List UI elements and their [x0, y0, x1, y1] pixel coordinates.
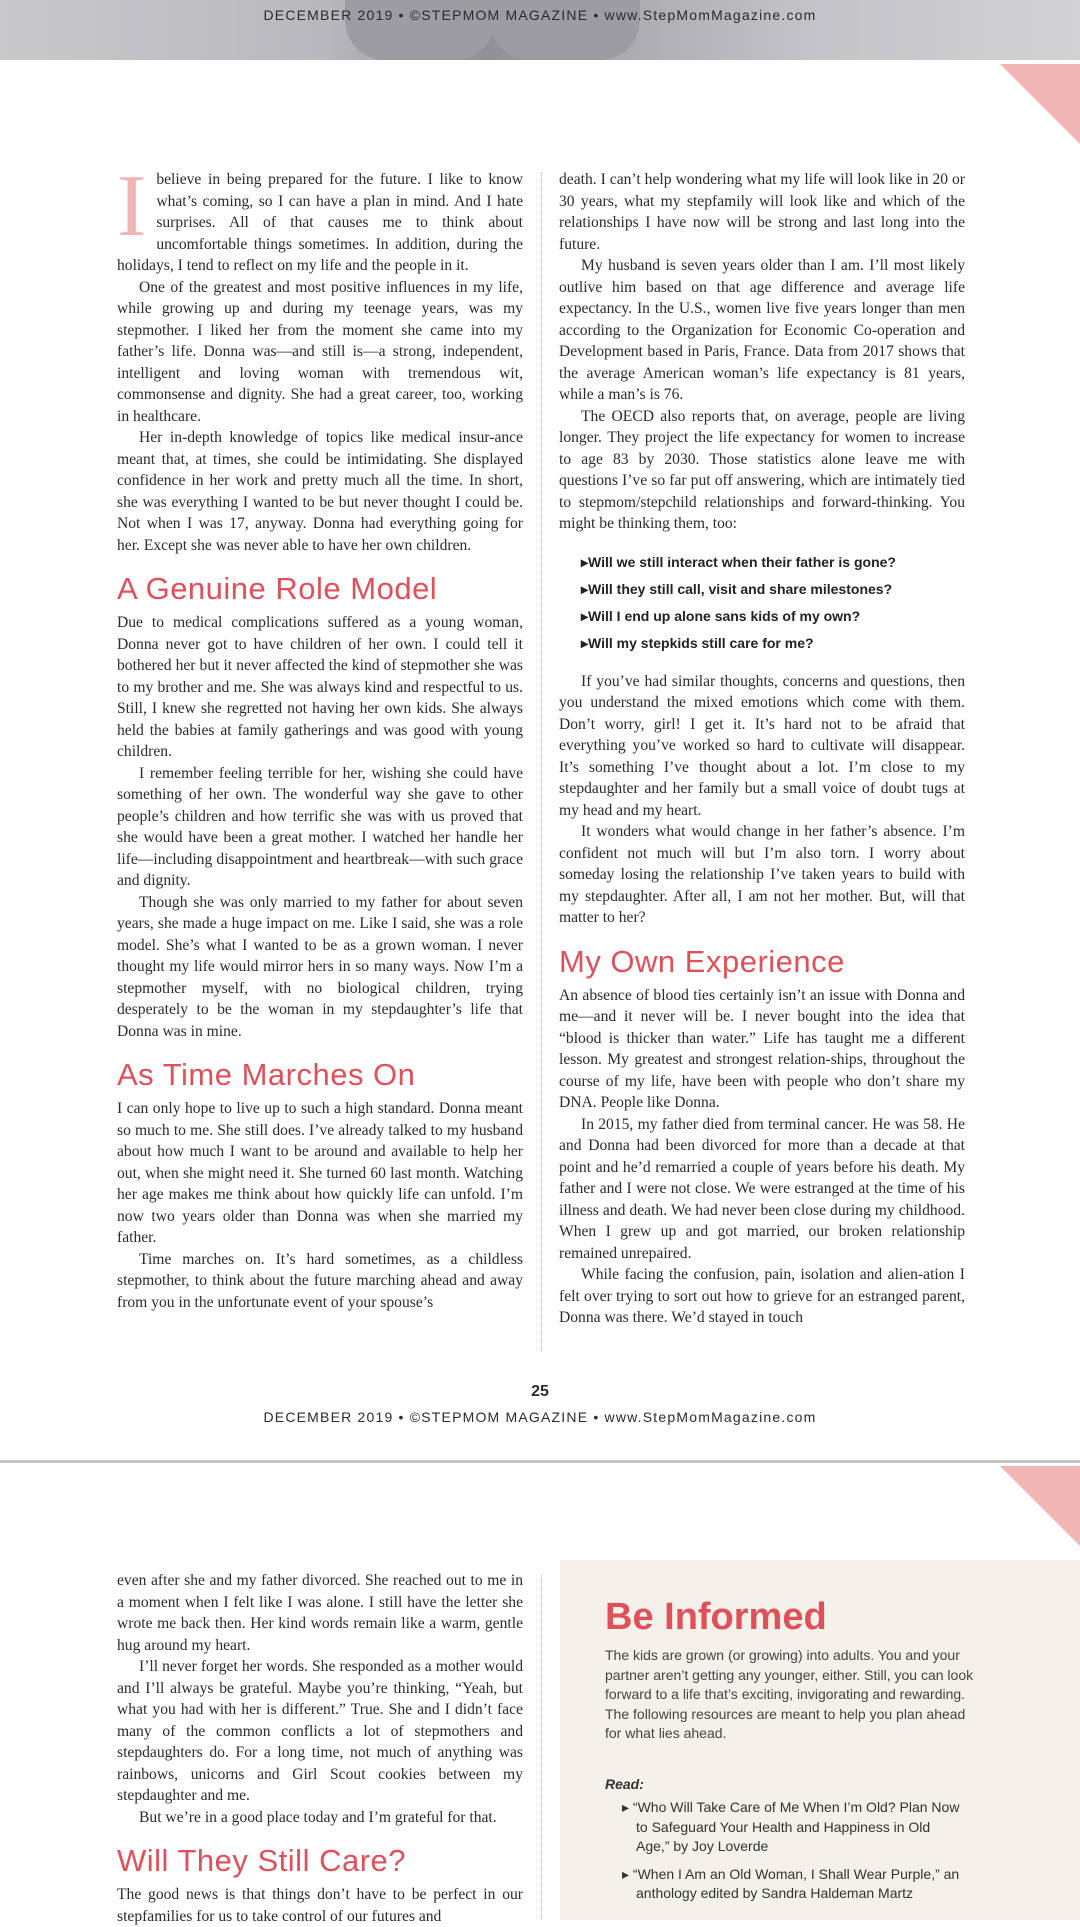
drop-cap: I — [117, 158, 147, 255]
list-item: ▸ Will they still call, visit and share milestones? — [581, 576, 965, 603]
corner-decoration — [1000, 1466, 1080, 1546]
resource-item: ▸ “Who Will Take Care of Me When I’m Old? Plan Now to Safeguard Your Health and Happiness in Old Age,” by Joy Loverde — [622, 1798, 962, 1857]
be-informed-sidebar — [560, 1560, 1080, 1920]
article-column-left — [117, 158, 523, 1313]
paragraph: The good news is that things don’t have to be perfect in our stepfamilies for us to take control of our futures and — [117, 1886, 523, 1925]
sidebar-title: Be Informed — [605, 1596, 827, 1638]
column-divider — [541, 1575, 542, 1920]
paragraph: One of the greatest and most positive influences in my life, while growing up and during my teenage years, was my stepmother. I liked her from the moment she came into my father’s life. Donna was—and still is—a strong, independent, intelligent and loving woman with tremendous wit, commonsense and dignity. She had a great career, too, working in healthcare. — [117, 278, 523, 425]
question-list — [581, 549, 965, 657]
paragraph: While facing the confusion, pain, isolation and alien-ation I felt over trying to sort out how to grieve for an estranged parent, Donna was there. We’d stayed in touch — [559, 1266, 965, 1326]
page-number: 25 — [531, 1383, 549, 1400]
list-item: ▸ Will my stepkids still care for me? — [581, 630, 965, 657]
article-column-right — [559, 169, 965, 1329]
article-column-left — [117, 1570, 523, 1927]
paragraph: My husband is seven years older than I am. I’ll most likely outlive him based on that age difference and average life expectancy. In the U.S., women live five years longer than men according to the Organization for Economic Co-operation and Development based in Paris, France. Data from 2017 shows that the average American woman’s life expectancy is 81 years, while a man’s is 76. — [559, 257, 965, 403]
paragraph: Due to medical complications suffered as a young woman, Donna never got to have children of her own. I could tell it bothered her but it never affected the kind of stepmother she was to my brother and me. She was always kind and respectful to us. Still, I knew she regretted not having her own kids. She always held the babies at family gatherings and was good with young children. — [117, 614, 523, 760]
section-heading: Will They Still Care? — [117, 1843, 407, 1878]
paragraph: I remember feeling terrible for her, wishing she could have something of her own. The wonderful way she gave to other people’s children and how terrific she was with us proved that she would have been a great mother. I watched her handle her life—including disappointment and heartbreak—with such grace and dignity. — [117, 764, 523, 889]
section-heading: As Time Marches On — [117, 1057, 416, 1092]
paragraph: I can only hope to live up to such a high standard. Donna meant so much to me. She still does. I’ve already talked to my husband about how much I want to be around and available to help her out, when she might need it. She turned 60 last month. Watching her age makes me think about how quickly life can unfold. I’m now two years older than Donna was when she married my father. — [117, 1100, 523, 1246]
page-footer-text: DECEMBER 2019 • ©STEPMOM MAGAZINE • www.StepMomMagazine.com — [263, 1409, 817, 1425]
section-heading: My Own Experience — [559, 943, 845, 979]
paragraph: I’ll never forget her words. She responded as a mother would and I’ll always be grateful. Maybe you’re thinking, “Yeah, but what you had with her is different.” True. She and I didn’t face many of the common conflicts a lot of stepmothers and stepdaughters do. For a long time, not much of anything was rainbows, unicorns and Girl Scout cookies between my stepdaughter and me. — [117, 1658, 523, 1804]
paragraph: even after she and my father divorced. She reached out to me in a moment when I felt like I was alone. I still have the letter she wrote me back then. Her kind words remain like a warm, gentle hug around my heart. — [117, 1572, 523, 1654]
corner-decoration — [1000, 64, 1080, 144]
paragraph: In 2015, my father died from terminal cancer. He was 58. He and Donna had been divorced for more than a decade at that point and he’d remarried a couple of years before his death. My father and I were not close. We were estranged at the time of his illness and death. We had never been close during my childhood. When I grew up and got married, our broken relationship remained unrepaired. — [559, 1115, 965, 1262]
sidebar-intro: The kids are grown (or growing) into adults. You and your partner aren’t getting any younger, either. Still, you can look forward to a life that’s exciting, invigorating and rewarding. The following resources are meant to help you plan ahead for what lies ahead. — [605, 1647, 974, 1741]
paragraph: Her in-depth knowledge of topics like medical insur-ance meant that, at times, she could be intimidating. She displayed confidence in her work and pretty much all the time. In short, she was everything I wanted to be but never thought I could be. Not when I was 17, anyway. Donna had everything going for her. Except she was never able to have her own children. — [117, 429, 523, 554]
paragraph: But we’re in a good place today and I’m grateful for that. — [139, 1808, 497, 1826]
page-separator — [0, 1460, 1080, 1463]
paragraph: If you’ve had similar thoughts, concerns and questions, then you understand the mixed emotions which come with them. Don’t worry, girl! I get it. It’s hard not to be afraid that everything you’ve worked so hard to cultivate will disappear. It’s something I’ve thought about a lot. I’m close to my stepdaughter and her family but a small voice of doubt tugs at my head and my heart. — [559, 672, 965, 819]
column-divider — [541, 172, 542, 1352]
read-label: Read: — [605, 1776, 644, 1792]
paragraph: The OECD also reports that, on average, people are living longer. They project the life expectancy for women to increase to age 83 by 2030. Those statistics alone leave me with questions I’ve so far put off answering, which are intimately tied to stepmom/stepchild relationships and forward-thinking. You might be thinking them, too: — [559, 407, 965, 532]
paragraph: It wonders what would change in her father’s absence. I’m confident not much will but I’m also torn. I worry about someday losing the relationship I’ve taken years to build with my stepdaughter. After all, I am not her mother. But, will that matter to her? — [559, 823, 965, 926]
section-heading: A Genuine Role Model — [117, 571, 438, 606]
paragraph: Time marches on. It’s hard sometimes, as a childless stepmother, to think about the future marching ahead and away from you in the unfortunate event of your spouse’s — [117, 1250, 523, 1311]
paragraph: Ibelieve in being prepared for the future. I like to know what’s coming, so I can have a plan in mind. And I hate surprises. All of that causes me to think about uncomfortable things sometimes. In addition, during the holidays, I tend to reflect on my life and the people in it. — [117, 158, 523, 274]
resource-item: ▸ “When I Am an Old Woman, I Shall Wear Purple,” an anthology edited by Sandra Haldeman Martz — [622, 1865, 962, 1904]
paragraph: death. I can’t help wondering what my life will look like in 20 or 30 years, what my stepfamily will look like and which of the relationships I have now will be strong and last long into the future. — [559, 171, 965, 253]
paragraph: An absence of blood ties certainly isn’t an issue with Donna and me—and it never will be. I never bought into the idea that “blood is thicker than water.” Life has taught me a different lesson. My greatest and strongest relation-ships, throughout the course of my life, have been with people who don’t share my DNA. People like Donna. — [559, 986, 965, 1111]
list-item: ▸ Will I end up alone sans kids of my own? — [581, 603, 965, 630]
paragraph: Though she was only married to my father for about seven years, she made a huge impact on me. Like I said, she was a role model. She’s what I wanted to be as a grown woman. I never thought my life would mirror hers in so many ways. Now I’m a stepmother myself, with no biological children, trying desperately to be the woman in my stepdaughter’s life that Donna was in mine. — [117, 893, 523, 1040]
list-item: ▸ Will we still interact when their father is gone? — [581, 549, 965, 576]
page-header-text: DECEMBER 2019 • ©STEPMOM MAGAZINE • www.StepMomMagazine.com — [263, 7, 817, 23]
resource-list — [622, 1798, 962, 1912]
